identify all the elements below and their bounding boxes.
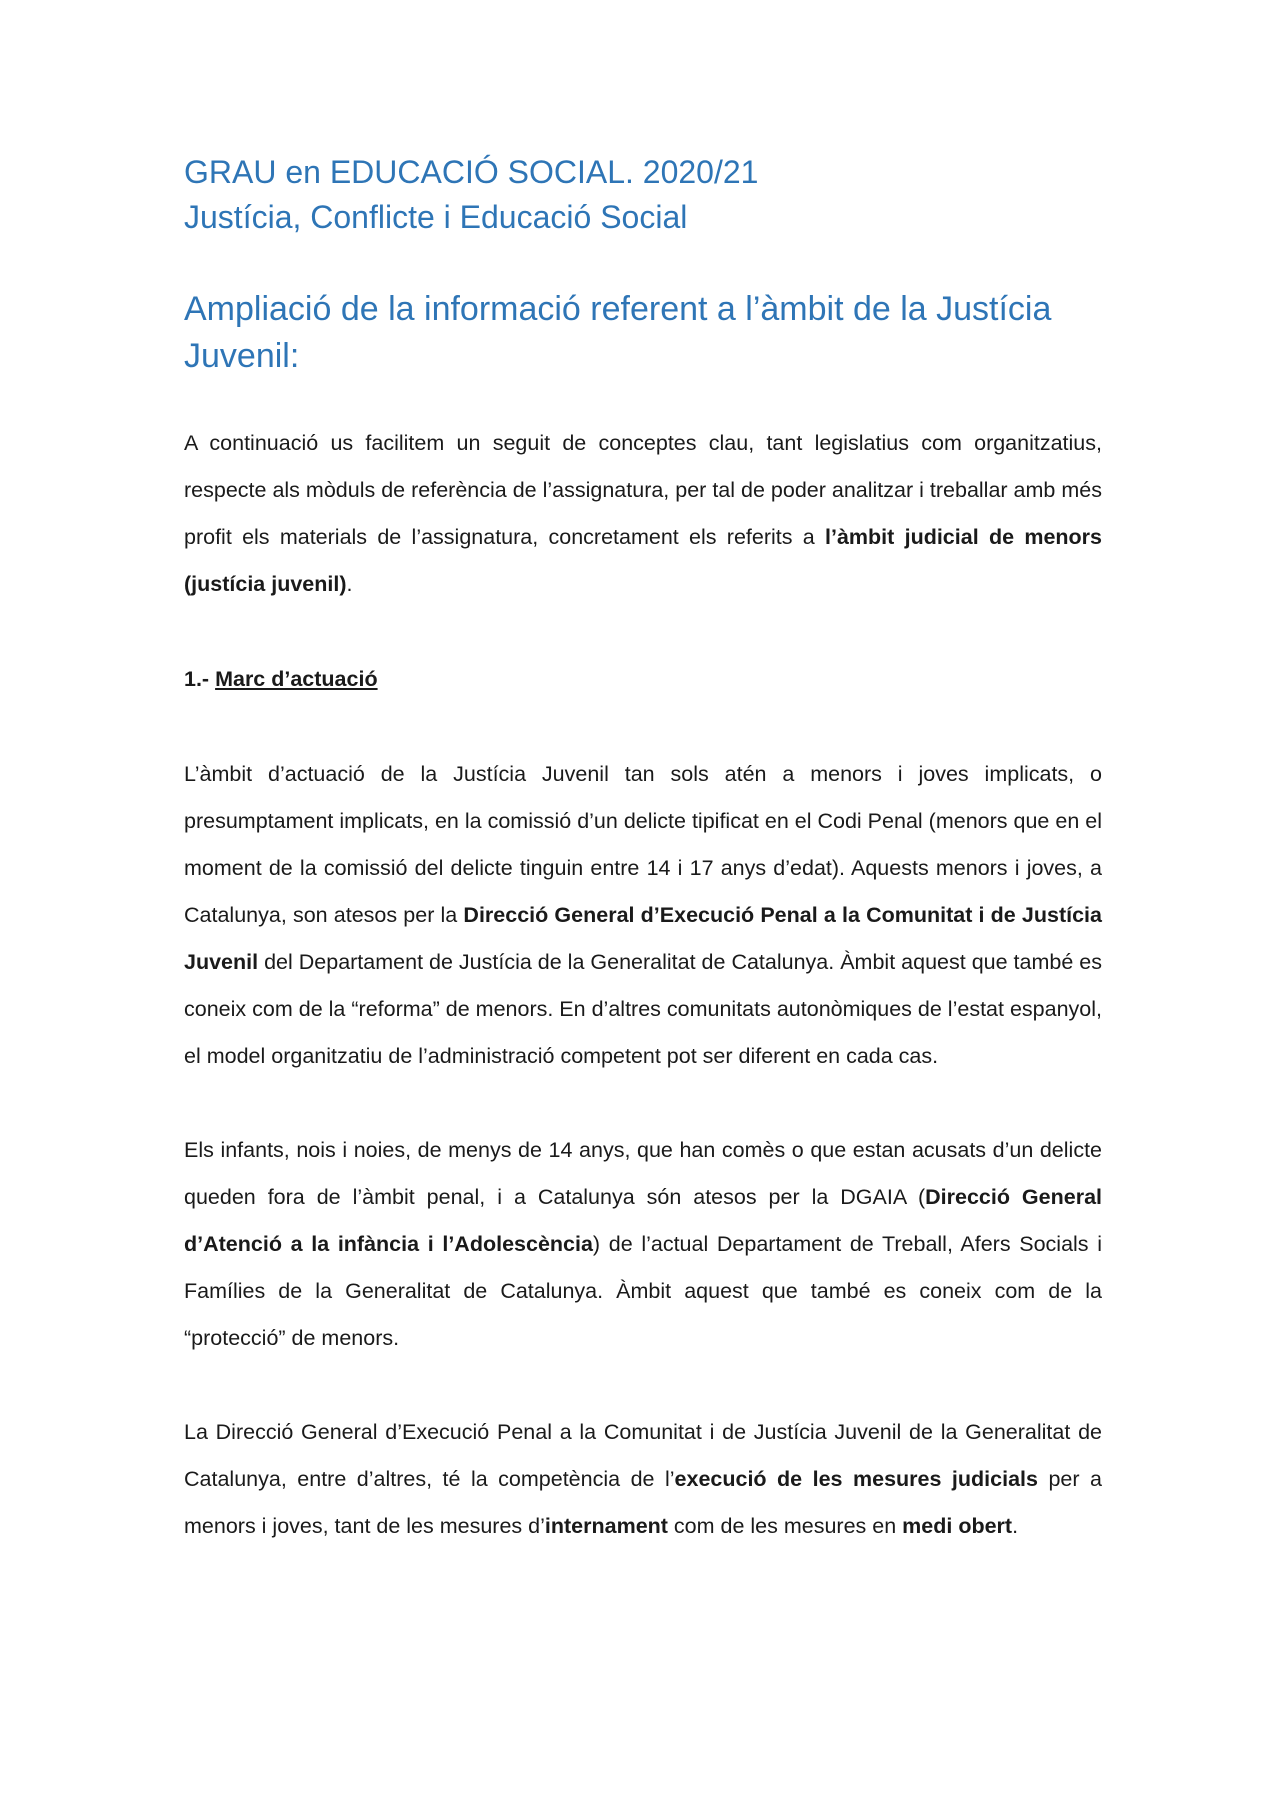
paragraph-1-text-1: L’àmbit d’actuació de la Justícia Juvenil tan sols atén a menors i joves implicats, o presumptament implicats, en la comissió d’un delicte tipificat en el Codi Penal (menors que en el moment de la comissió del delicte tinguin entre 14 i 17 anys d’edat). Aquests menors i joves, a Catalunya, son atesos per la	[184, 762, 1102, 927]
paragraph-3	[184, 1409, 1102, 1550]
paragraph-3-text-3: com de les mesures en	[667, 1514, 903, 1538]
paragraph-1-text-2: del Departament de Justícia de la Generalitat de Catalunya. Àmbit aquest que també es coneix com de la “reforma” de menors. En d’altres comunitats autonòmiques de l’estat espanyol, el model organitzatiu de l’administració competent pot ser diferent en cada cas.	[184, 950, 1102, 1068]
document-page	[184, 150, 1102, 1550]
subsection-number: 1.-	[184, 667, 216, 691]
section-heading: Ampliació de la informació referent a l’àmbit de la Justícia Juvenil:	[184, 290, 1052, 375]
intro-bold-1: l’àmbit judicial de menors (justícia juvenil)	[184, 525, 1102, 596]
course-header	[184, 150, 1102, 240]
paragraph-1-bold-1: Direcció General d’Execució Penal a la Comunitat i de Justícia Juvenil	[184, 903, 1102, 974]
paragraph-3-bold-2: internament	[544, 1514, 668, 1538]
paragraph-3-text-4: .	[1012, 1514, 1019, 1538]
paragraph-3-bold-1: execució de les mesures judicials	[674, 1467, 1038, 1491]
subsection-heading	[184, 656, 1102, 703]
intro-paragraph	[184, 420, 1102, 608]
subsection-title: Marc d’actuació	[215, 667, 378, 691]
paragraph-1	[184, 751, 1102, 1080]
paragraph-2-bold-1: Direcció General d’Atenció a la infància i l’Adolescència	[184, 1185, 1102, 1256]
paragraph-2-text-1: Els infants, nois i noies, de menys de 14 anys, que han comès o que estan acusats d’un delicte queden fora de l’àmbit penal, i a Catalunya són atesos per la DGAIA (	[184, 1138, 1102, 1209]
paragraph-3-text-1: La Direcció General d’Execució Penal a la Comunitat i de Justícia Juvenil de la Generalitat de Catalunya, entre d’altres, té la competència de l’	[184, 1420, 1102, 1491]
paragraph-2	[184, 1127, 1102, 1362]
course-title-line2: Justícia, Conflicte i Educació Social	[184, 199, 688, 235]
course-title-line1: GRAU en EDUCACIÓ SOCIAL. 2020/21	[184, 154, 759, 190]
intro-text-2: .	[346, 572, 353, 596]
paragraph-3-bold-3: medi obert	[902, 1514, 1013, 1538]
paragraph-3-text-2: per a menors i joves, tant de les mesures d’	[184, 1467, 1102, 1538]
paragraph-2-text-2: ) de l’actual Departament de Treball, Afers Socials i Famílies de la Generalitat de Catalunya. Àmbit aquest que també es coneix com de la “protecció” de menors.	[184, 1232, 1102, 1350]
intro-text-1: A continuació us facilitem un seguit de conceptes clau, tant legislatius com organitzatius, respecte als mòduls de referència de l’assignatura, per tal de poder analitzar i treballar amb més profit els materials de l’assignatura, concretament els referits a	[184, 431, 1102, 549]
